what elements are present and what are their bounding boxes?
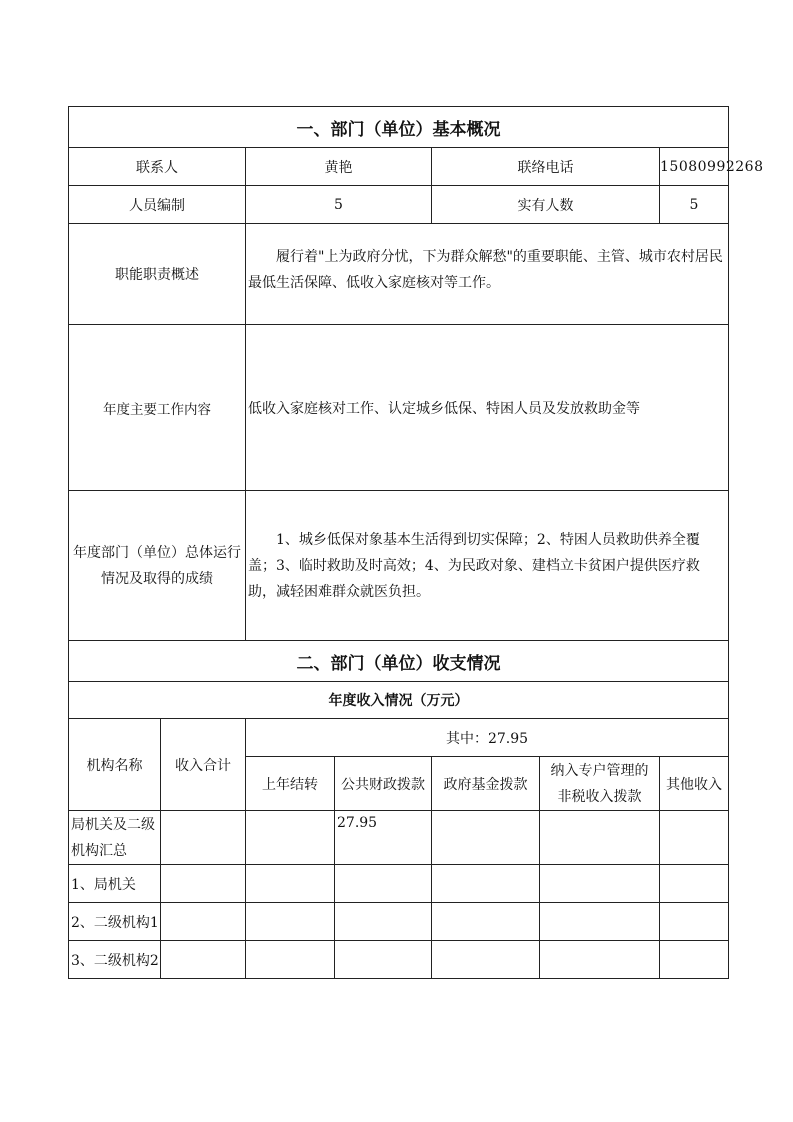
table-row (69, 865, 729, 903)
row-org: 2、二级机构1 (69, 903, 161, 941)
table-row (69, 811, 729, 865)
main-work-text: 低收入家庭核对工作、认定城乡低保、特困人员及发放救助金等 (246, 325, 729, 491)
row-org: 1、局机关 (69, 865, 161, 903)
col-nontax-header: 纳入专户管理的非税收入拨款 (540, 757, 660, 811)
form-table (68, 106, 764, 979)
staff-quota-label: 人员编制 (69, 186, 246, 224)
row-nontax (540, 811, 660, 865)
actual-staff-value: 5 (660, 186, 729, 224)
row-other (660, 903, 729, 941)
row-total (161, 941, 246, 979)
row-fund (432, 903, 540, 941)
row-fiscal (335, 865, 432, 903)
main-work-label: 年度主要工作内容 (69, 325, 246, 491)
duties-text: 履行着"上为政府分忧，下为群众解愁"的重要职能、主管、城市农村居民最低生活保障、低收入家庭核对等工作。 (246, 224, 729, 325)
row-prev (246, 811, 335, 865)
row-fiscal (335, 941, 432, 979)
row-prev (246, 941, 335, 979)
section2-title: 二、部门（单位）收支情况 (69, 641, 729, 682)
col-total-header: 收入合计 (161, 719, 246, 811)
row-prev (246, 903, 335, 941)
phone-label: 联络电话 (432, 148, 660, 186)
table-row (69, 903, 729, 941)
row-org: 局机关及二级机构汇总 (69, 811, 161, 865)
income-subtitle: 年度收入情况（万元） (69, 682, 729, 719)
duties-label: 职能职责概述 (69, 224, 246, 325)
row-nontax (540, 903, 660, 941)
contact-value: 黄艳 (246, 148, 432, 186)
row-fund (432, 811, 540, 865)
actual-staff-label: 实有人数 (432, 186, 660, 224)
performance-label: 年度部门（单位）总体运行情况及取得的成绩 (69, 491, 246, 641)
col-other-header: 其他收入 (660, 757, 729, 811)
section1-title: 一、部门（单位）基本概况 (69, 107, 729, 148)
col-prev-header: 上年结转 (246, 757, 335, 811)
col-among-header: 其中：27.95 (246, 719, 729, 757)
row-other (660, 811, 729, 865)
row-nontax (540, 941, 660, 979)
col-fiscal-header: 公共财政拨款 (335, 757, 432, 811)
row-other (660, 865, 729, 903)
row-total (161, 903, 246, 941)
performance-text: 1、城乡低保对象基本生活得到切实保障；2、特困人员救助供养全覆盖；3、临时救助及时高效；4、为民政对象、建档立卡贫困户提供医疗救助，减轻困难群众就医负担。 (246, 491, 729, 641)
row-total (161, 811, 246, 865)
row-prev (246, 865, 335, 903)
budget-form (68, 106, 764, 979)
col-org-header: 机构名称 (69, 719, 161, 811)
row-total (161, 865, 246, 903)
phone-value: 15080992268 (660, 148, 729, 186)
contact-label: 联系人 (69, 148, 246, 186)
row-nontax (540, 865, 660, 903)
row-fund (432, 865, 540, 903)
row-other (660, 941, 729, 979)
row-fiscal: 27.95 (335, 811, 432, 865)
row-fund (432, 941, 540, 979)
staff-quota-value: 5 (246, 186, 432, 224)
row-org: 3、二级机构2 (69, 941, 161, 979)
col-fund-header: 政府基金拨款 (432, 757, 540, 811)
table-row (69, 941, 729, 979)
row-fiscal (335, 903, 432, 941)
